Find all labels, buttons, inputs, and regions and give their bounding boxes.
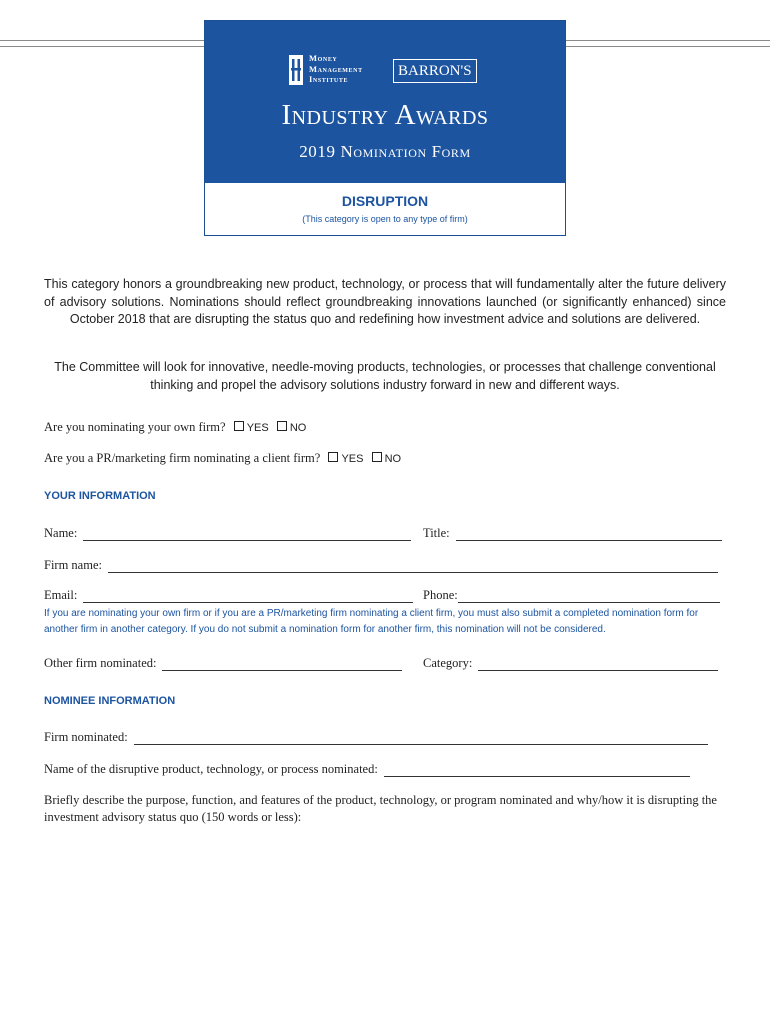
nomination-notice: If you are nominating your own firm or if you are a PR/marketing firm nominating a client firm, you must also submit a completed nomination form for another firm in another category. If you do not submit a nomination form for another firm, this nomination will not be considered. [44,608,699,635]
pr-firm-question [44,451,401,466]
own-firm-question [44,420,306,435]
no-checkbox[interactable] [372,452,382,462]
header-box [204,20,566,236]
other-firm-field [44,656,402,671]
yes-label: YES [246,422,269,434]
describe-prompt: Briefly describe the purpose, function, and features of the product, technology, or program nominated and why/how it is disrupting the investment advisory status quo (150 words or less): [44,793,717,824]
firm-name-field [44,558,718,573]
your-information-heading: YOUR INFORMATION [44,490,156,502]
firm-name-label: Firm name: [44,558,102,572]
committee-paragraph: The Committee will look for innovative, needle-moving products, technologies, or processes that challenge conventional thinking and propel the advisory solutions industry forward in new and different ways. [54,360,716,392]
yes-checkbox[interactable] [234,421,244,431]
form-title: Industry Awards [281,99,489,131]
category-note: (This category is open to any type of firm) [302,214,468,224]
decorative-rule [566,46,770,47]
org-line: Management [309,63,363,74]
email-input[interactable] [83,590,413,603]
mmi-wordmark [309,53,363,85]
no-label: NO [384,453,402,465]
mmi-logo-icon [289,55,303,85]
decorative-rule [566,40,770,41]
org-line: Money [309,53,338,63]
category-input[interactable] [478,658,718,671]
title-field [423,526,722,541]
header-banner [205,21,565,183]
other-firm-input[interactable] [162,658,402,671]
no-checkbox[interactable] [277,421,287,431]
decorative-rule [0,46,205,47]
disruptive-item-input[interactable] [384,764,690,777]
decorative-rule [0,40,205,41]
yes-checkbox[interactable] [328,452,338,462]
disruptive-item-label: Name of the disruptive product, technology, or process nominated: [44,762,378,776]
phone-field [423,588,720,603]
other-firm-label: Other firm nominated: [44,656,157,670]
form-subtitle: 2019 Nomination Form [299,142,471,161]
barrons-logo: BARRON'S [393,59,477,83]
name-field [44,526,411,541]
phone-label: Phone: [423,588,458,602]
question-text: Are you nominating your own firm? [44,420,226,434]
yes-label: YES [341,453,364,465]
category-label: Category: [423,656,473,670]
question-text: Are you a PR/marketing firm nominating a client firm? [44,451,321,465]
logo-row [289,53,489,93]
title-input[interactable] [456,528,722,541]
nominee-information-heading: NOMINEE INFORMATION [44,695,176,707]
title-label: Title: [423,526,450,540]
firm-name-input[interactable] [108,560,718,573]
name-label: Name: [44,526,78,540]
email-field [44,588,413,603]
firm-nominated-input[interactable] [134,732,708,745]
name-input[interactable] [83,528,411,541]
firm-nominated-label: Firm nominated: [44,730,128,744]
category-field [423,656,718,671]
phone-input[interactable] [458,590,720,603]
category-title: DISRUPTION [341,193,429,209]
org-line: Institute [309,74,349,84]
disruptive-item-field [44,762,690,777]
no-label: NO [289,422,307,434]
firm-nominated-field [44,730,708,745]
email-label: Email: [44,588,78,602]
intro-paragraph: This category honors a groundbreaking new product, technology, or process that will fundamentally alter the future delivery of advisory solutions. Nominations should reflect groundbreaking innovations launched (or significantly enhanced) since October 2018 that are disrupting the status quo and redefining how investment advice and solutions are delivered. [44,277,726,326]
